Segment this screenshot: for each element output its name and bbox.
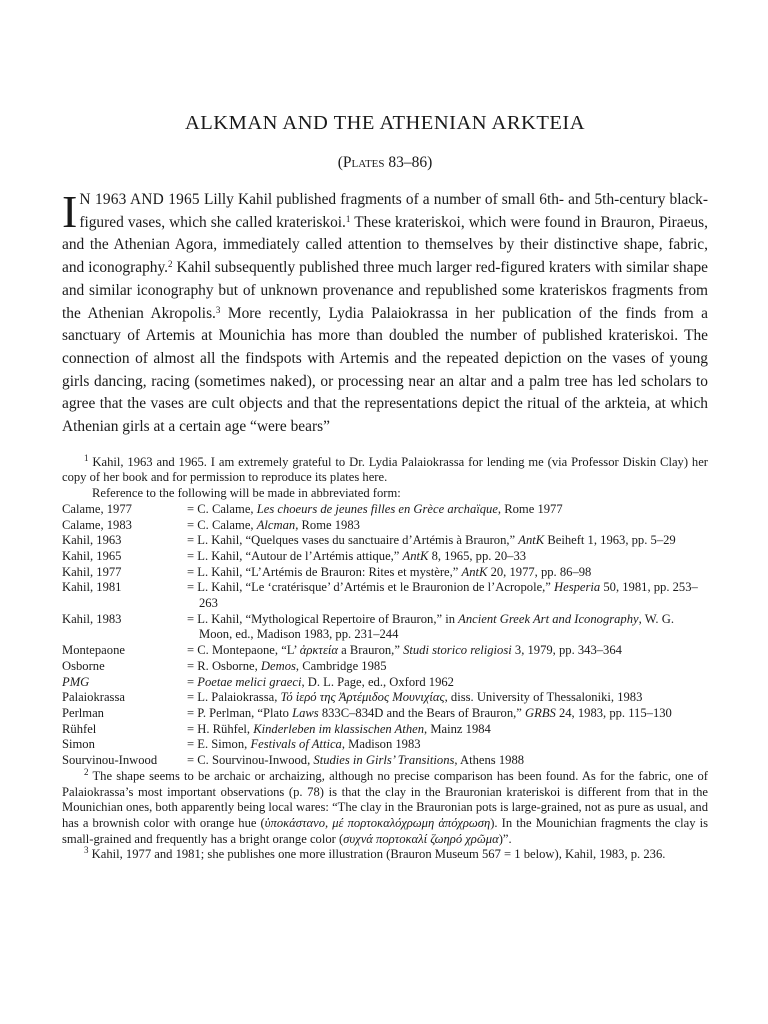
reference-citation: = L. Kahil, “Le ‘cratérisque’ d’Artémis et le Brauronion de l’Acropole,” Hesperia 50, 1981, pp. 253–263 <box>187 580 698 611</box>
reference-citation: = Poetae melici graeci, D. L. Page, ed., Oxford 1962 <box>187 674 454 689</box>
lead-caps: N 1963 AND 1965 <box>79 191 200 208</box>
reference-citation: = C. Calame, Les choeurs de jeunes filles en Grèce archaïque, Rome 1977 <box>187 501 563 516</box>
reference-citation: = R. Osborne, Demos, Cambridge 1985 <box>187 658 387 673</box>
reference-abbreviation: Kahil, 1963 <box>62 533 122 548</box>
reference-citation: = L. Kahil, “Autour de l’Artémis attique,” AntK 8, 1965, pp. 20–33 <box>187 548 527 563</box>
reference-row <box>62 549 708 565</box>
footnote-3: $^3$ Kahil, 1977 and 1981; she publishes one more illustration (Brauron Museum 567 = 1 below), Kahil, 1983, p. 236. <box>84 845 666 862</box>
footnote-ref-3[interactable]: 3 <box>215 304 221 315</box>
footnote-ref-1[interactable]: 1 <box>345 213 351 224</box>
reference-abbreviation: Simon <box>62 737 95 752</box>
reference-citation: = L. Kahil, “Quelques vases du sanctuaire d’Artémis à Brauron,” AntK Beiheft 1, 1963, pp. 5–29 <box>187 533 676 548</box>
reference-row <box>62 659 708 675</box>
footnote-2: $^2$ The shape seems to be archaic or archaizing, although no precise comparison has been found. As for the fabric, one of Palaiokrassa’s most important observations (p. 78) is that the clay in the Brauronian krateriskoi is different from that in the Mounichian ones, both apparently being local wares: “The clay in the Brauronian pots is large-grained, not as pure as usual, and has a brownish color with orange hue (ὑποκάστανο, μέ πορτοκαλόχρωμη ἀπόχρωση). In the Mounichian fragments the clay is small-grained and frequently has a bright orange color (συχνά πορτοκαλί ζωηρό χρῶμα)”. <box>62 766 708 846</box>
reference-abbreviation: Sourvinou-Inwood <box>62 753 158 768</box>
page <box>62 108 708 863</box>
reference-row <box>62 533 708 549</box>
reference-row <box>62 565 708 581</box>
reference-abbreviation: Palaiokrassa <box>62 690 125 705</box>
reference-abbreviation: Osborne <box>62 658 105 673</box>
reference-abbreviation: Montepaone <box>62 643 125 658</box>
reference-citation: = E. Simon, Festivals of Attica, Madison 1983 <box>187 737 421 752</box>
reference-abbreviation: Kahil, 1983 <box>62 611 122 626</box>
reference-abbreviation: Calame, 1983 <box>62 517 132 532</box>
article-title: ALKMAN AND THE ATHENIAN ARKTEIA <box>184 112 586 134</box>
reference-citation: = C. Sourvinou-Inwood, Studies in Girls’ Transitions, Athens 1988 <box>187 753 525 768</box>
reference-citation: = L. Palaiokrassa, Τό ἱερό της Ἀρτέμιδος Μουνιχίας, diss. University of Thessaloniki, 1983 <box>187 690 643 705</box>
reference-abbreviation: Rühfel <box>62 721 97 736</box>
reference-citation: = P. Perlman, “Plato Laws 833C–834D and the Bears of Brauron,” GRBS 24, 1983, pp. 115–130 <box>187 705 672 720</box>
reference-row <box>62 722 708 738</box>
reference-abbreviation: Kahil, 1965 <box>62 548 122 563</box>
reference-intro: Reference to the following will be made in abbreviated form: <box>92 486 401 501</box>
reference-abbreviation: PMG <box>62 674 90 689</box>
footnotes <box>62 452 708 863</box>
reference-abbreviation: Perlman <box>62 705 104 720</box>
plates-reference: (Plates 83–86) <box>337 154 433 171</box>
drop-cap: I <box>62 186 78 237</box>
footnote-1: $^1$ Kahil, 1963 and 1965. I am extremely grateful to Dr. Lydia Palaiokrassa for lending me (via Professor Diskin Clay) her copy of her book and for permission to reproduce its plates here. <box>62 452 708 485</box>
reference-abbreviation: Calame, 1977 <box>62 501 132 516</box>
reference-row <box>62 518 708 534</box>
reference-row <box>62 737 708 753</box>
reference-row <box>62 675 708 691</box>
reference-row <box>62 706 708 722</box>
footnote-ref-2[interactable]: 2 <box>168 259 173 270</box>
reference-row <box>62 612 708 643</box>
reference-abbreviation: Kahil, 1977 <box>62 564 122 579</box>
reference-citation: = C. Montepaone, “L’ ἀρκτεία a Brauron,” Studi storico religiosi 3, 1979, pp. 343–364 <box>187 643 622 658</box>
reference-row <box>62 580 708 611</box>
reference-abbreviation: Kahil, 1981 <box>62 580 122 595</box>
reference-list <box>62 502 708 769</box>
reference-citation: = H. Rühfel, Kinderleben im klassischen Athen, Mainz 1984 <box>187 721 491 736</box>
reference-row <box>62 690 708 706</box>
reference-row <box>62 753 708 769</box>
reference-citation: = C. Calame, Alcman, Rome 1983 <box>187 517 360 532</box>
body-paragraph: I N 1963 AND 1965 Lilly Kahil published fragments of a number of small 6th- and 5th-century black-figured vases, which she called krateriskoi.$^1$ These krateriskoi, which were found in Brauron, Piraeus, and the Athenian Agora, immediately called attention to themselves by their distinctive shape, fabric, and iconography.$^2$ Kahil subsequently published three much larger red-figured kraters with similar shape and similar iconography but of unknown provenance and republished some krateriskos fragments from the Athenian Akropolis.$^3$ More recently, Lydia Palaiokrassa in her publication of the finds from a sanctuary of Artemis at Mounichia has more than doubled the number of published krateriskoi. The connection of almost all the findspots with Artemis and the repeated depiction on the vases of young girls dancing, racing (sometimes naked), or processing near an altar and a palm tree has led scholars to agree that the vases are cult objects and that the representations depict the ritual of the arkteia, at which Athenian girls at a certain age “were bears” <box>62 186 708 436</box>
reference-row <box>62 643 708 659</box>
reference-citation: = L. Kahil, “L’Artémis de Brauron: Rites et mystère,” AntK 20, 1977, pp. 86–98 <box>187 564 592 579</box>
reference-citation: = L. Kahil, “Mythological Repertoire of Brauron,” in Ancient Greek Art and Iconography, W. G. Moon, ed., Madison 1983, pp. 231–244 <box>187 611 674 642</box>
reference-row <box>62 502 708 518</box>
